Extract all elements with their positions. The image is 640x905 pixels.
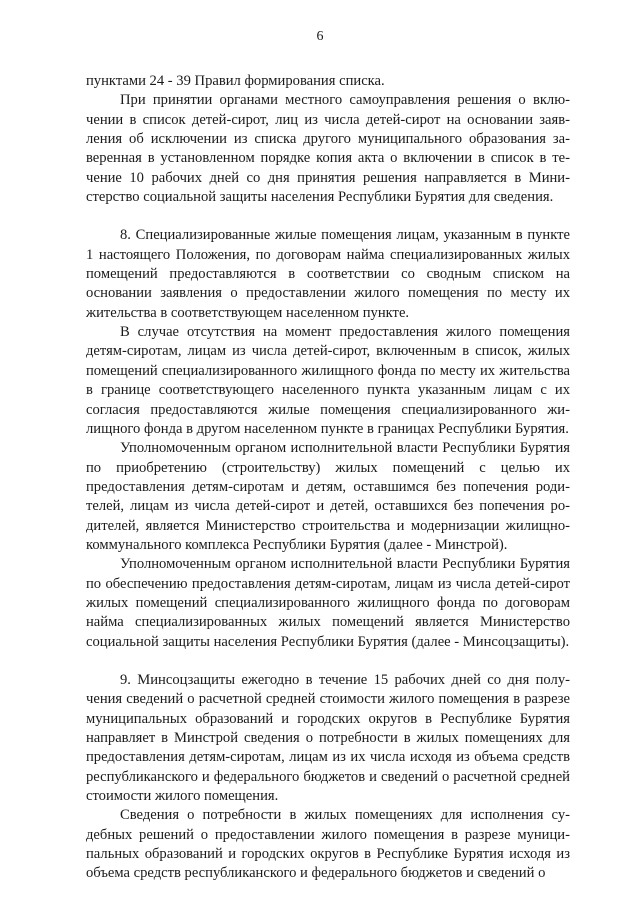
paragraph-minstroy: Уполномоченным органом исполнительной власти Республики Бурятия по приобретению (строительству) жилых помещений с целью их предоставления детям-сиротам и детям, оставшимся без попечения родителей, лицам из числа детей-сирот и детей, оставшихся без попечения родителей, является Министерство строительства и модернизации жилищно-коммунального комплекса Республики Бурятия (далее - Минстрой). xyxy=(86,440,570,553)
paragraph-item-9: 9. Минсоцзащиты ежегодно в течение 15 рабочих дней со дня получения сведений о расчетной средней стоимости жилого помещения в разрезе муниципальных образований и городских округов в Республике Бурятия направляет в Минстрой сведения о потребности в жилых помещениях для предоставления детям-сиротам, лицам из их числа исходя из объема средств республиканского и федерального бюджетов и сведений о расчетной средней стоимости жилого помещения. xyxy=(86,671,570,805)
document-body xyxy=(86,72,570,884)
paragraph-item-8: 8. Специализированные жилые помещения лицам, указанным в пункте 1 настоящего Положения, по договорам найма специализированных жилых помещений предоставляются в соответствии со сводным списком на основании заявления о предоставлении жилого помещения по месту их жительства в соответствующем населенном пункте. xyxy=(86,227,570,321)
paragraph-continuation: пунктами 24 - 39 Правил формирования списка. xyxy=(86,73,385,89)
page-number: 6 xyxy=(316,29,324,44)
paragraph-minsotszashity: Уполномоченным органом исполнительной власти Республики Бурятия по обеспечению предоставления детям-сиротам, лицам из числа детей-сирот жилых помещений специализированного жилищного фонда по договорам найма специализированных жилых помещений является Министерство социальной защиты населения Республики Бурятия (далее - Минсоцзащиты). xyxy=(86,556,570,650)
paragraph-court-decisions: Сведения о потребности в жилых помещениях для исполнения судебных решений о предоставлении жилого помещения в разрезе муниципальных образований и городских округов в Республике Бурятия исходя из объема средств республиканского и федерального бюджетов и сведений о xyxy=(86,807,570,882)
paragraph-absence-case: В случае отсутствия на момент предоставления жилого помещения детям-сиротам, лицам из числа детей-сирот, включенным в список, жилых помещений специализированного жилищного фонда по месту их жительства в границе соответствующего населенного пункта указанным лицам с их согласия предоставляются жилые помещения специализированного жилищного фонда в другом населенном пункте в границах Республики Бурятия. xyxy=(86,324,570,437)
paragraph-exclusion-act: При принятии органами местного самоуправления решения о включении в список детей-сирот, лиц из числа детей-сирот на основании заявления об исключении из списка другого муниципального образования заверенная в установленном порядке копия акта о включении в список в течение 10 рабочих дней со дня принятия решения направляется в Министерство социальной защиты населения Республики Бурятия для сведения. xyxy=(86,92,570,206)
